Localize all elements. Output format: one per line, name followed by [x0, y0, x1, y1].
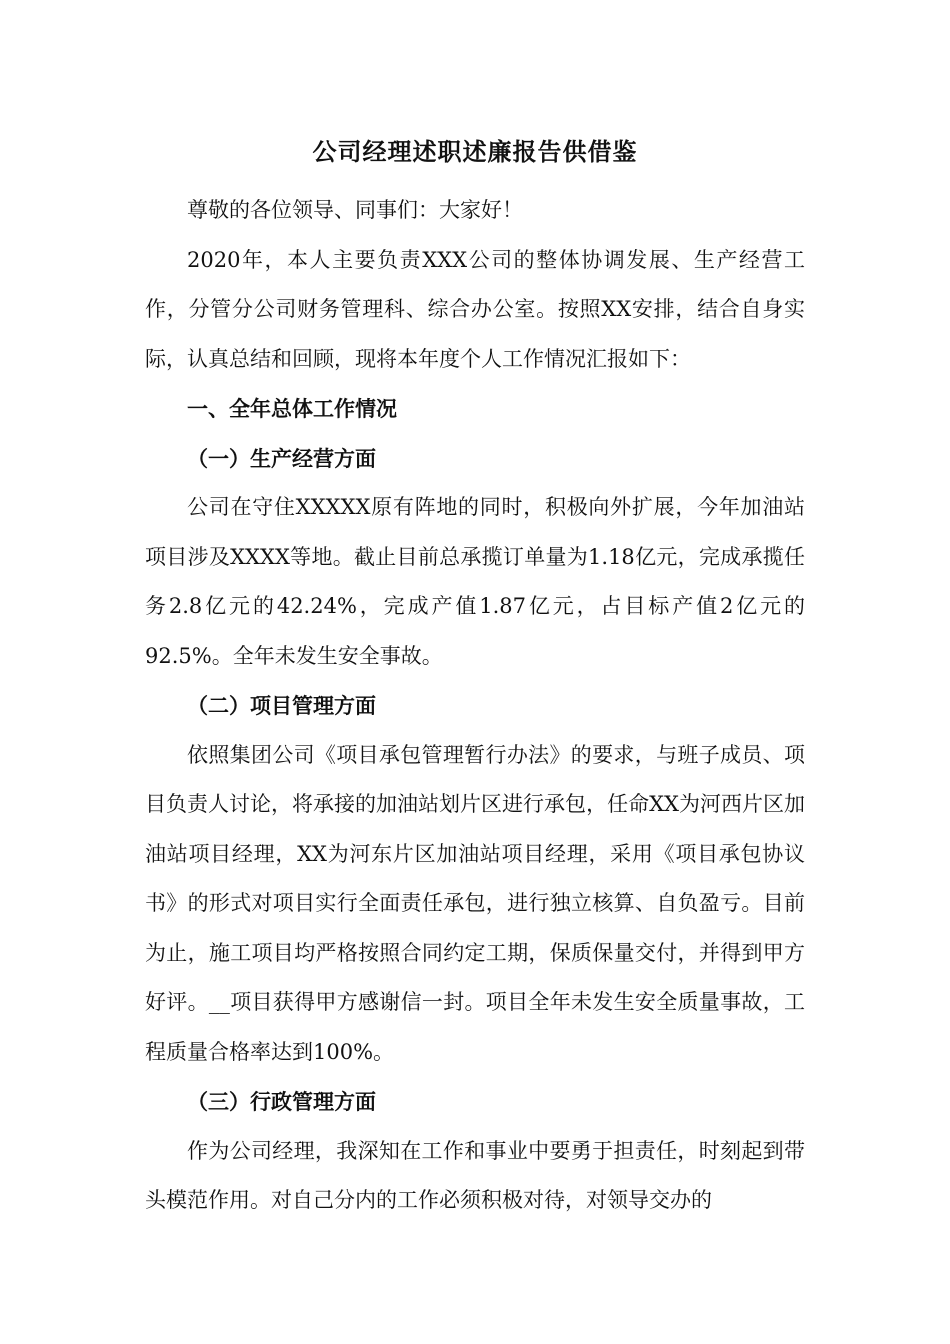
intro-paragraph: 2020年，本人主要负责XXX公司的整体协调发展、生产经营工作，分管分公司财务管理科、综合办公室。按照XX安排，结合自身实际，认真总结和回顾，现将本年度个人工作情况汇报如下： — [145, 247, 805, 371]
document-body — [145, 186, 805, 1226]
subheading-production: （一）生产经营方面 — [187, 445, 376, 471]
production-paragraph: 公司在守住XXXXX原有阵地的同时，积极向外扩展，今年加油站项目涉及XXXX等地。截止目前总承揽订单量为1.18亿元，完成承揽任务2.8亿元的42.24%，完成产值1.87亿元，占目标产值2亿元的92.5%。全年未发生安全事故。 — [145, 495, 805, 668]
admin-paragraph: 作为公司经理，我深知在工作和事业中要勇于担责任，时刻起到带头模范作用。对自己分内的工作必须积极对待，对领导交办的 — [145, 1138, 805, 1212]
greeting: 尊敬的各位领导、同事们：大家好！ — [187, 198, 523, 222]
subheading-project: （二）项目管理方面 — [187, 693, 376, 718]
project-paragraph: 依照集团公司《项目承包管理暂行办法》的要求，与班子成员、项目负责人讨论，将承接的加油站划片区进行承包，任命XX为河西片区加油站项目经理，XX为河东片区加油站项目经理，采用《项目承包协议书》的形式对项目实行全面责任承包，进行独立核算、自负盈亏。目前为止，施工项目均严格按照合同约定工期，保质保量交付，并得到甲方好评。__项目获得甲方感谢信一封。项目全年未发生安全质量事故，工程质量合格率达到100%。 — [145, 742, 805, 1064]
document-title: 公司经理述职述廉报告供借鉴 — [312, 137, 638, 166]
section-heading-1: 一、全年总体工作情况 — [187, 396, 397, 421]
subheading-admin: （三）行政管理方面 — [187, 1089, 376, 1114]
